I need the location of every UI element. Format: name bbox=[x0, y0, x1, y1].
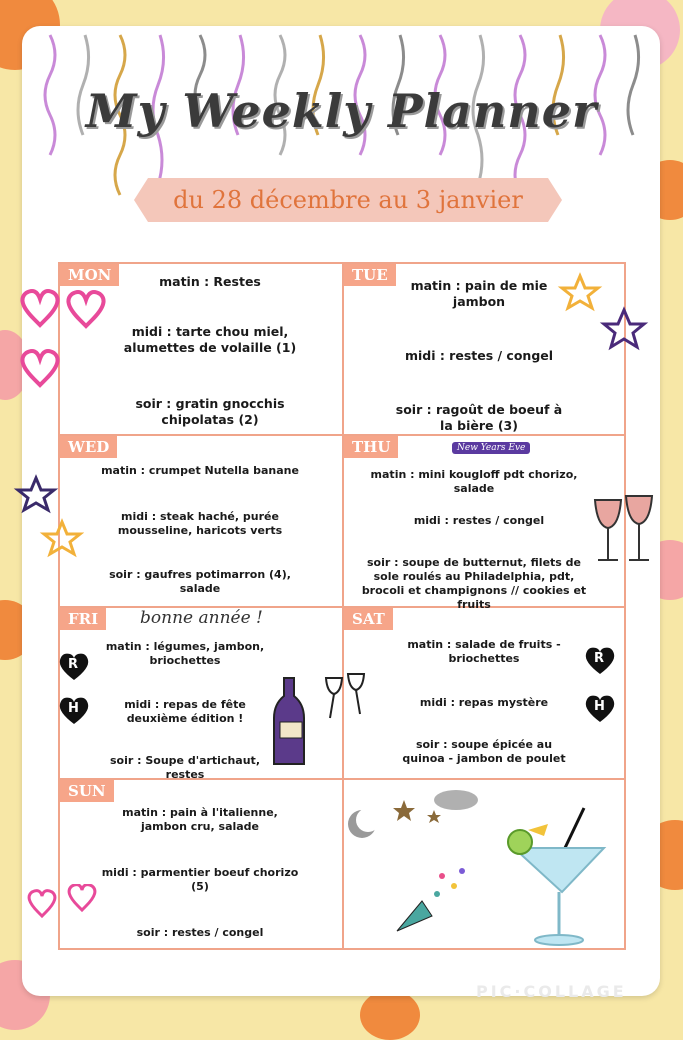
day-label: MON bbox=[60, 264, 119, 286]
heart-decoration-icon bbox=[22, 884, 102, 934]
meal-midi: midi : parmentier boeuf chorizo (5) bbox=[101, 866, 299, 893]
heart-letter: H bbox=[594, 699, 605, 714]
meal-soir: soir : soupe épicée au quinoa - jambon de poulet bbox=[402, 738, 566, 765]
pic-collage-watermark: PIC·COLLAGE bbox=[476, 982, 627, 1001]
meal-matin: matin : pain de mie jambon bbox=[410, 278, 548, 309]
heart-badge-h bbox=[58, 696, 90, 726]
meal-matin: matin : Restes bbox=[159, 274, 261, 289]
meal-soir: soir : gaufres potimarron (4), salade bbox=[109, 568, 291, 595]
heart-letter: R bbox=[68, 657, 79, 672]
new-years-eve-badge: New Years Eve bbox=[452, 442, 530, 454]
meal-matin: matin : crumpet Nutella banane bbox=[101, 464, 299, 477]
meal-midi: midi : repas mystère bbox=[419, 696, 549, 709]
meal-matin: matin : légumes, jambon, briochettes bbox=[105, 640, 265, 667]
day-cell-sat bbox=[344, 608, 626, 778]
day-cell-sun bbox=[60, 780, 342, 950]
day-label: THU bbox=[344, 436, 398, 458]
meal-midi: midi : restes / congel bbox=[413, 514, 545, 527]
day-label: SAT bbox=[344, 608, 393, 630]
meal-soir: soir : Soupe d'artichaut, restes bbox=[110, 754, 260, 781]
meal-soir: soir : restes / congel bbox=[136, 926, 264, 939]
day-cell-fri bbox=[60, 608, 342, 781]
day-cell-thu bbox=[344, 436, 626, 611]
day-label: WED bbox=[60, 436, 117, 458]
heart-badge-h bbox=[584, 694, 616, 724]
weekly-grid bbox=[58, 262, 626, 950]
heart-decoration-icon bbox=[14, 284, 110, 394]
meal-soir: soir : gratin gnocchis chipolatas (2) bbox=[135, 396, 285, 427]
star-decoration-icon bbox=[12, 474, 84, 564]
meal-matin: matin : mini kougloff pdt chorizo, salade bbox=[370, 468, 578, 495]
decoration-cell bbox=[344, 780, 626, 950]
day-label: FRI bbox=[60, 608, 106, 630]
cocktail-icon bbox=[504, 800, 614, 950]
bonne-annee-text: bonne année ! bbox=[140, 608, 263, 628]
meal-midi: midi : repas de fête deuxième édition ! bbox=[124, 698, 246, 725]
date-range-banner: du 28 décembre au 3 janvier bbox=[148, 178, 548, 222]
moon-stars-icon bbox=[344, 780, 484, 850]
heart-letter: R bbox=[594, 651, 605, 666]
heart-badge-r bbox=[58, 652, 90, 682]
meal-soir: soir : ragoût de boeuf à la bière (3) bbox=[395, 402, 563, 433]
meal-midi: midi : restes / congel bbox=[404, 348, 554, 363]
heart-badge-r bbox=[584, 646, 616, 676]
day-cell-wed bbox=[60, 436, 342, 606]
meal-matin: matin : pain à l'italienne, jambon cru, salade bbox=[122, 806, 278, 833]
meal-midi: midi : steak haché, purée mousseline, haricots verts bbox=[117, 510, 283, 537]
heart-letter: H bbox=[68, 701, 79, 716]
star-decoration-icon bbox=[554, 270, 650, 360]
meal-midi: midi : tarte chou miel, alumettes de volaille (1) bbox=[123, 324, 297, 355]
party-popper-icon bbox=[392, 856, 482, 936]
day-label: TUE bbox=[344, 264, 396, 286]
day-label: SUN bbox=[60, 780, 114, 802]
flower-decoration bbox=[360, 990, 420, 1040]
page-title: My Weekly Planner bbox=[85, 84, 598, 138]
champagne-glasses-icon bbox=[590, 480, 670, 570]
meal-soir: soir : soupe de butternut, filets de sole roulés au Philadelphia, pdt, brocoli et champignons // cookies et fruits bbox=[361, 556, 587, 611]
meal-matin: matin : salade de fruits - briochettes bbox=[407, 638, 561, 665]
